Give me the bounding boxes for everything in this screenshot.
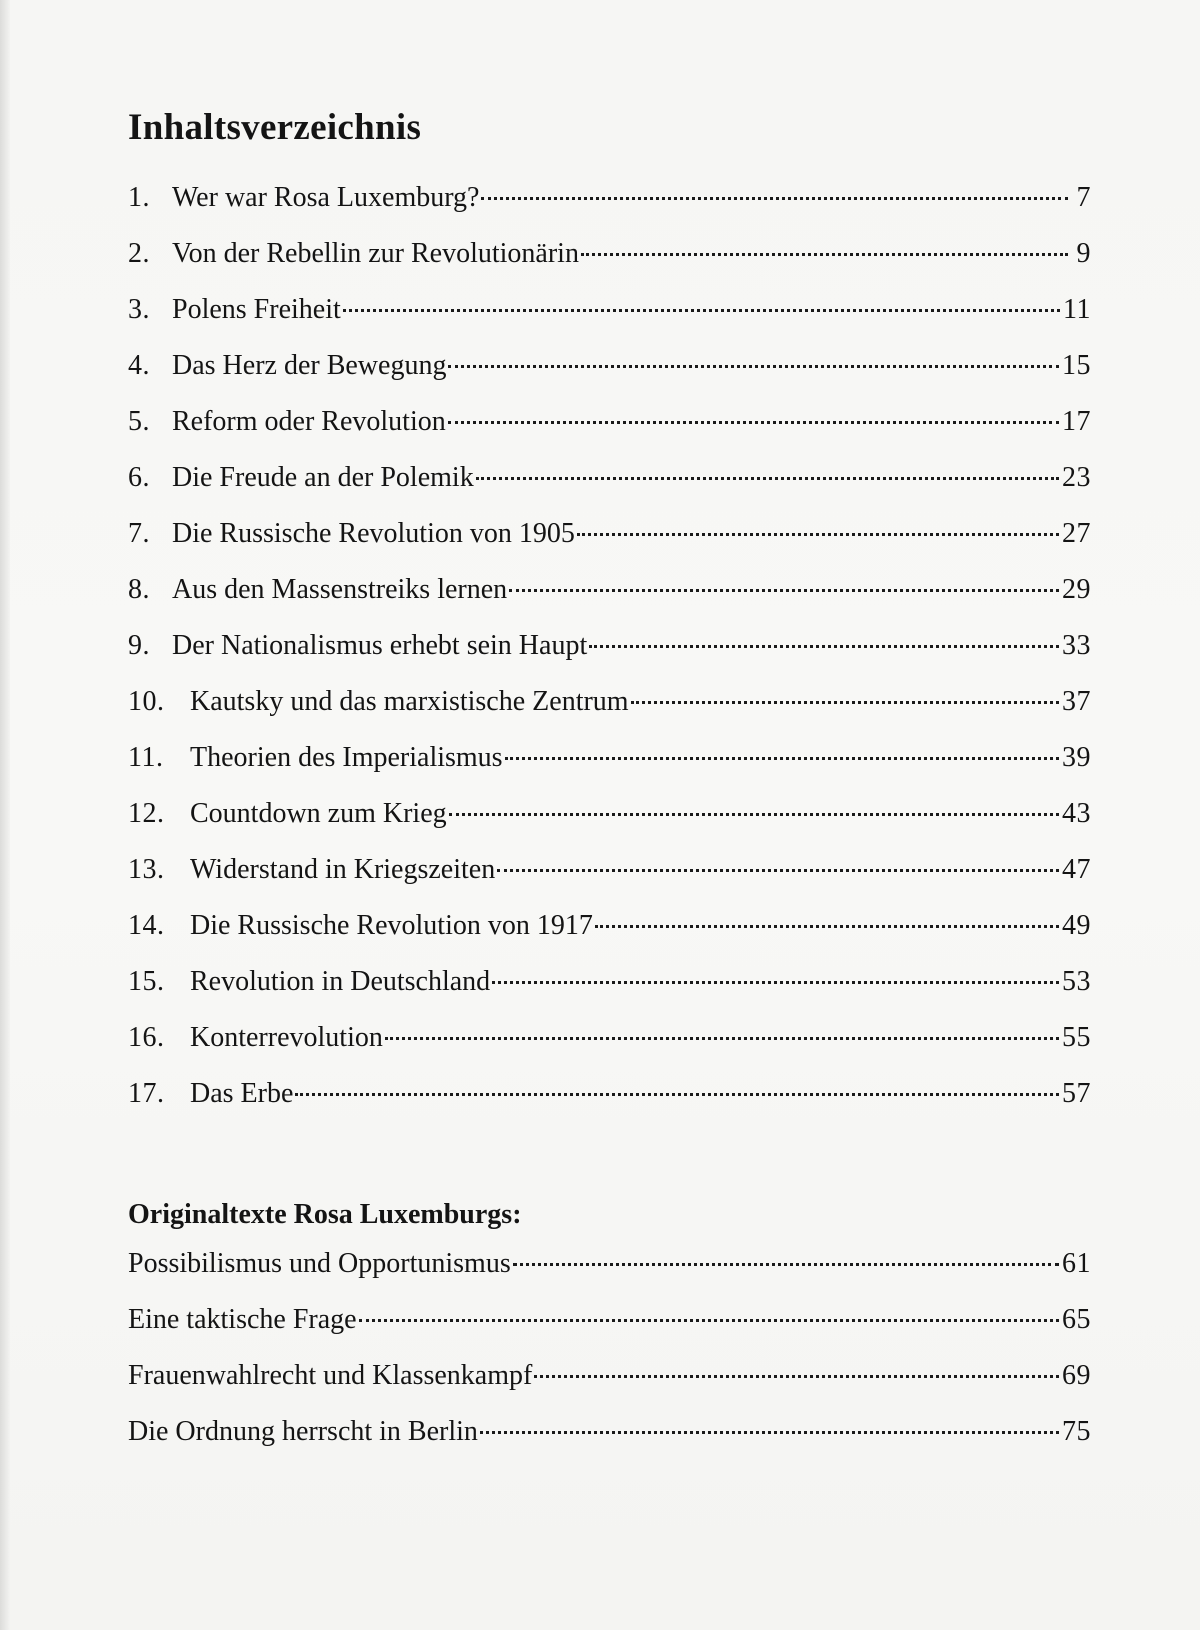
toc-entry-label: Wer war Rosa Luxemburg? [172,182,480,213]
toc-entry-page-number: 53 [1062,966,1091,997]
toc-entry [128,458,1091,514]
toc-entry-page-number: 55 [1062,1022,1091,1053]
toc-entry [128,1300,1091,1356]
originals-list [128,1244,1091,1468]
toc-entry [128,514,1091,570]
toc-entry-page-number: 17 [1062,406,1091,437]
dot-leader [385,1037,1059,1040]
dot-leader [295,1093,1059,1096]
toc-list [128,178,1091,1130]
toc-entry-page-number: 47 [1062,854,1091,885]
toc-entry-page-number: 49 [1062,910,1091,941]
toc-entry-number: 5. [128,406,150,437]
toc-entry-page-number: 9 [1076,238,1091,269]
toc-entry-page-number: 7 [1076,182,1091,213]
toc-entry [128,1018,1091,1074]
toc-entry-label: Die Russische Revolution von 1917 [190,910,593,941]
toc-entry-page-number: 75 [1062,1416,1091,1447]
toc-entry-page-number: 65 [1062,1304,1091,1335]
dot-leader [476,477,1059,480]
toc-entry-label: Countdown zum Krieg [190,798,447,829]
toc-entry [128,234,1091,290]
toc-entry [128,850,1091,906]
toc-entry-page-number: 57 [1062,1078,1091,1109]
toc-entry [128,290,1091,346]
dot-leader [534,1375,1059,1378]
toc-entry-label: Aus den Massenstreiks lernen [172,574,508,605]
toc-entry-label: Von der Rebellin zur Revolutionärin [172,238,579,269]
toc-entry [128,962,1091,1018]
toc-entry-label: Reform oder Revolution [172,406,446,437]
toc-entry-page-number: 37 [1062,686,1091,717]
dot-leader [513,1263,1059,1266]
toc-entry-page-number: 15 [1062,350,1091,381]
toc-entry [128,1074,1091,1130]
originals-title: Originaltexte Rosa Luxemburgs: [128,1199,522,1230]
toc-entry-number: 9. [128,630,150,661]
toc-entry-number: 1. [128,182,150,213]
toc-entry-page-number: 11 [1063,294,1091,325]
dot-leader [505,757,1059,760]
toc-content [128,100,1091,1468]
toc-entry-label: Das Erbe [190,1078,294,1109]
toc-entry [128,570,1091,626]
toc-entry [128,1356,1091,1412]
dot-leader [481,197,1068,200]
dot-leader [448,421,1059,424]
toc-entry [128,794,1091,850]
toc-entry [128,1412,1091,1468]
dot-leader [343,309,1060,312]
toc-title: Inhaltsverzeichnis [128,107,422,148]
toc-entry [128,1244,1091,1300]
toc-entry-label: Revolution in Deutschland [190,966,491,997]
toc-entry-label: Die Russische Revolution von 1905 [172,518,575,549]
toc-entry-label: Eine taktische Frage [128,1304,357,1335]
toc-entry-number: 6. [128,462,150,493]
toc-entry-label: Kautsky und das marxistische Zentrum [190,686,629,717]
dot-leader [595,925,1059,928]
toc-entry-label: Widerstand in Kriegszeiten [190,854,496,885]
toc-entry-number: 11. [128,742,164,773]
dot-leader [448,365,1059,368]
toc-entry-label: Polens Freiheit [172,294,341,325]
toc-entry [128,906,1091,962]
toc-entry-page-number: 39 [1062,742,1091,773]
toc-entry-page-number: 43 [1062,798,1091,829]
toc-entry-number: 17. [128,1078,165,1109]
toc-entry-page-number: 61 [1062,1248,1091,1279]
toc-entry-number: 12. [128,798,165,829]
toc-entry-label: Der Nationalismus erhebt sein Haupt [172,630,588,661]
toc-entry-number: 13. [128,854,165,885]
toc-entry-number: 2. [128,238,150,269]
toc-entry-page-number: 27 [1062,518,1091,549]
dot-leader [359,1319,1059,1322]
dot-leader [497,869,1059,872]
toc-entry-label: Die Freude an der Polemik [172,462,474,493]
toc-entry-number: 3. [128,294,150,325]
toc-entry-label: Das Herz der Bewegung [172,350,447,381]
toc-entry [128,346,1091,402]
toc-entry [128,682,1091,738]
dot-leader [589,645,1059,648]
toc-entry-number: 16. [128,1022,165,1053]
toc-entry-label: Theorien des Imperialismus [190,742,503,773]
dot-leader [509,589,1059,592]
toc-entry [128,402,1091,458]
toc-entry [128,178,1091,234]
toc-entry-number: 14. [128,910,165,941]
toc-entry-page-number: 33 [1062,630,1091,661]
toc-entry-page-number: 29 [1062,574,1091,605]
dot-leader [577,533,1059,536]
toc-entry [128,626,1091,682]
dot-leader [449,813,1059,816]
page-edge-shadow [0,0,10,1630]
toc-entry-label: Possibilismus und Opportunismus [128,1248,511,1279]
dot-leader [581,253,1068,256]
toc-entry-label: Die Ordnung herrscht in Berlin [128,1416,478,1447]
dot-leader [631,701,1059,704]
toc-entry-number: 8. [128,574,150,605]
toc-entry-number: 7. [128,518,150,549]
toc-entry-number: 15. [128,966,165,997]
toc-entry-label: Frauenwahlrecht und Klassenkampf [128,1360,533,1391]
dot-leader [492,981,1059,984]
toc-entry-number: 10. [128,686,165,717]
toc-entry [128,738,1091,794]
toc-entry-number: 4. [128,350,150,381]
dot-leader [480,1431,1059,1434]
toc-entry-page-number: 69 [1062,1360,1091,1391]
toc-entry-label: Konterrevolution [190,1022,383,1053]
toc-entry-page-number: 23 [1062,462,1091,493]
